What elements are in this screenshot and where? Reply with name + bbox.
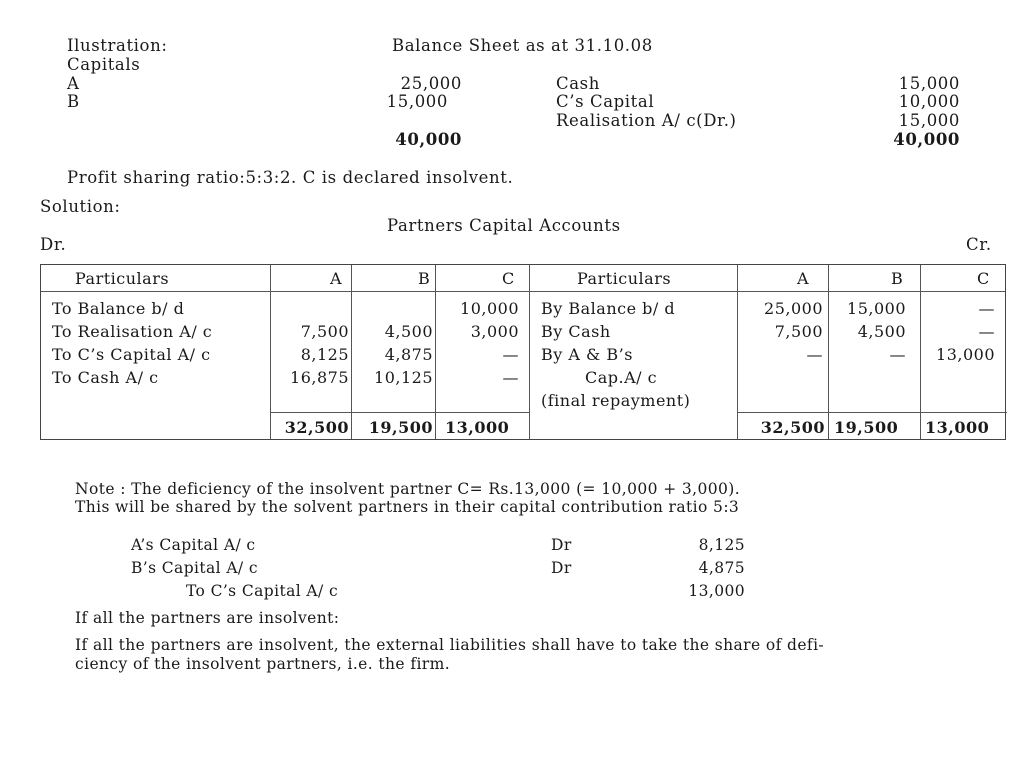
credit-particulars: Cap.A/ c xyxy=(585,368,658,387)
journal-dr: Dr xyxy=(551,536,572,554)
credit-particulars: By A & B’s xyxy=(541,345,633,364)
debit-total-a: 32,500 xyxy=(284,418,349,437)
header-particulars-dr: Particulars xyxy=(75,269,170,288)
debit-particulars: To Cash A/ c xyxy=(52,368,159,387)
asset-realisation-amount: 15,000 xyxy=(898,111,960,130)
credit-c: 13,000 xyxy=(936,345,995,364)
asset-c-capital-name: C’s Capital xyxy=(556,92,655,111)
insolvent-paragraph-line-1: If all the partners are insolvent, the external liabilities shall have to take the share of defi- xyxy=(75,636,825,654)
credit-total-a: 32,500 xyxy=(760,418,825,437)
debit-a: 7,500 xyxy=(300,322,349,341)
credit-c: — xyxy=(978,322,995,341)
journal-account: To C’s Capital A/ c xyxy=(186,582,339,600)
debit-total-b: 19,500 xyxy=(368,418,433,437)
journal-account: A’s Capital A/ c xyxy=(131,536,256,554)
balance-sheet-title: Balance Sheet as at 31.10.08 xyxy=(392,36,653,55)
debit-b: 10,125 xyxy=(374,368,433,387)
debit-b: 4,500 xyxy=(384,322,433,341)
debit-c: — xyxy=(502,345,519,364)
credit-particulars: (final repayment) xyxy=(541,391,691,410)
dr-label: Dr. xyxy=(40,235,67,254)
asset-cash-name: Cash xyxy=(556,74,600,93)
credit-particulars: By Cash xyxy=(541,322,611,341)
illustration-label: Ilustration: xyxy=(67,36,168,55)
note-line-2: This will be shared by the solvent partners in their capital contribution ratio 5:3 xyxy=(75,498,740,516)
capital-a-name: A xyxy=(67,74,80,93)
header-c-cr: C xyxy=(977,269,990,288)
journal-account: B’s Capital A/ c xyxy=(131,559,258,577)
debit-particulars: To Realisation A/ c xyxy=(52,322,213,341)
journal-amount: 4,875 xyxy=(698,559,745,577)
debit-b: 4,875 xyxy=(384,345,433,364)
header-b-dr: B xyxy=(418,269,431,288)
header-b-cr: B xyxy=(891,269,904,288)
debit-a: 8,125 xyxy=(300,345,349,364)
insolvent-heading: If all the partners are insolvent: xyxy=(75,609,340,627)
credit-total-c: 13,000 xyxy=(925,418,990,437)
credit-total-rule xyxy=(737,412,1007,413)
capital-b-name: B xyxy=(67,92,80,111)
insolvent-paragraph-line-2: ciency of the insolvent partners, i.e. the firm. xyxy=(75,655,451,673)
header-rule xyxy=(41,291,1005,292)
journal-dr: Dr xyxy=(551,559,572,577)
debit-total-c: 13,000 xyxy=(445,418,510,437)
capital-b-amount: 15,000 xyxy=(386,92,448,111)
debit-particulars: To C’s Capital A/ c xyxy=(52,345,211,364)
asset-cash-amount: 15,000 xyxy=(898,74,960,93)
credit-c: — xyxy=(978,299,995,318)
credit-b: 15,000 xyxy=(847,299,906,318)
header-a-cr: A xyxy=(797,269,810,288)
journal-amount: 13,000 xyxy=(688,582,745,600)
header-particulars-cr: Particulars xyxy=(577,269,672,288)
asset-c-capital-amount: 10,000 xyxy=(898,92,960,111)
credit-b: — xyxy=(889,345,906,364)
cr-label: Cr. xyxy=(966,235,992,254)
account-title: Partners Capital Accounts xyxy=(387,216,621,235)
debit-total-rule xyxy=(270,412,529,413)
liabilities-total: 40,000 xyxy=(395,130,462,149)
debit-particulars: To Balance b/ d xyxy=(52,299,185,318)
capitals-label: Capitals xyxy=(67,55,141,74)
assets-total: 40,000 xyxy=(893,130,960,149)
debit-c: — xyxy=(502,368,519,387)
capital-a-amount: 25,000 xyxy=(400,74,462,93)
credit-total-b: 19,500 xyxy=(834,418,899,437)
credit-b: 4,500 xyxy=(857,322,906,341)
partners-capital-ledger xyxy=(40,264,1006,440)
ratio-statement: Profit sharing ratio:5:3:2. C is declared insolvent. xyxy=(67,168,514,187)
debit-c: 10,000 xyxy=(460,299,519,318)
header-a-dr: A xyxy=(330,269,343,288)
credit-particulars: By Balance b/ d xyxy=(541,299,676,318)
credit-a: 7,500 xyxy=(774,322,823,341)
credit-a: — xyxy=(806,345,823,364)
note-line-1: Note : The deficiency of the insolvent partner C= Rs.13,000 (= 10,000 + 3,000). xyxy=(75,480,741,498)
solution-label: Solution: xyxy=(40,197,121,216)
header-c-dr: C xyxy=(502,269,515,288)
debit-c: 3,000 xyxy=(470,322,519,341)
journal-amount: 8,125 xyxy=(698,536,745,554)
debit-a: 16,875 xyxy=(290,368,349,387)
asset-realisation-name: Realisation A/ c(Dr.) xyxy=(556,111,737,130)
credit-a: 25,000 xyxy=(764,299,823,318)
